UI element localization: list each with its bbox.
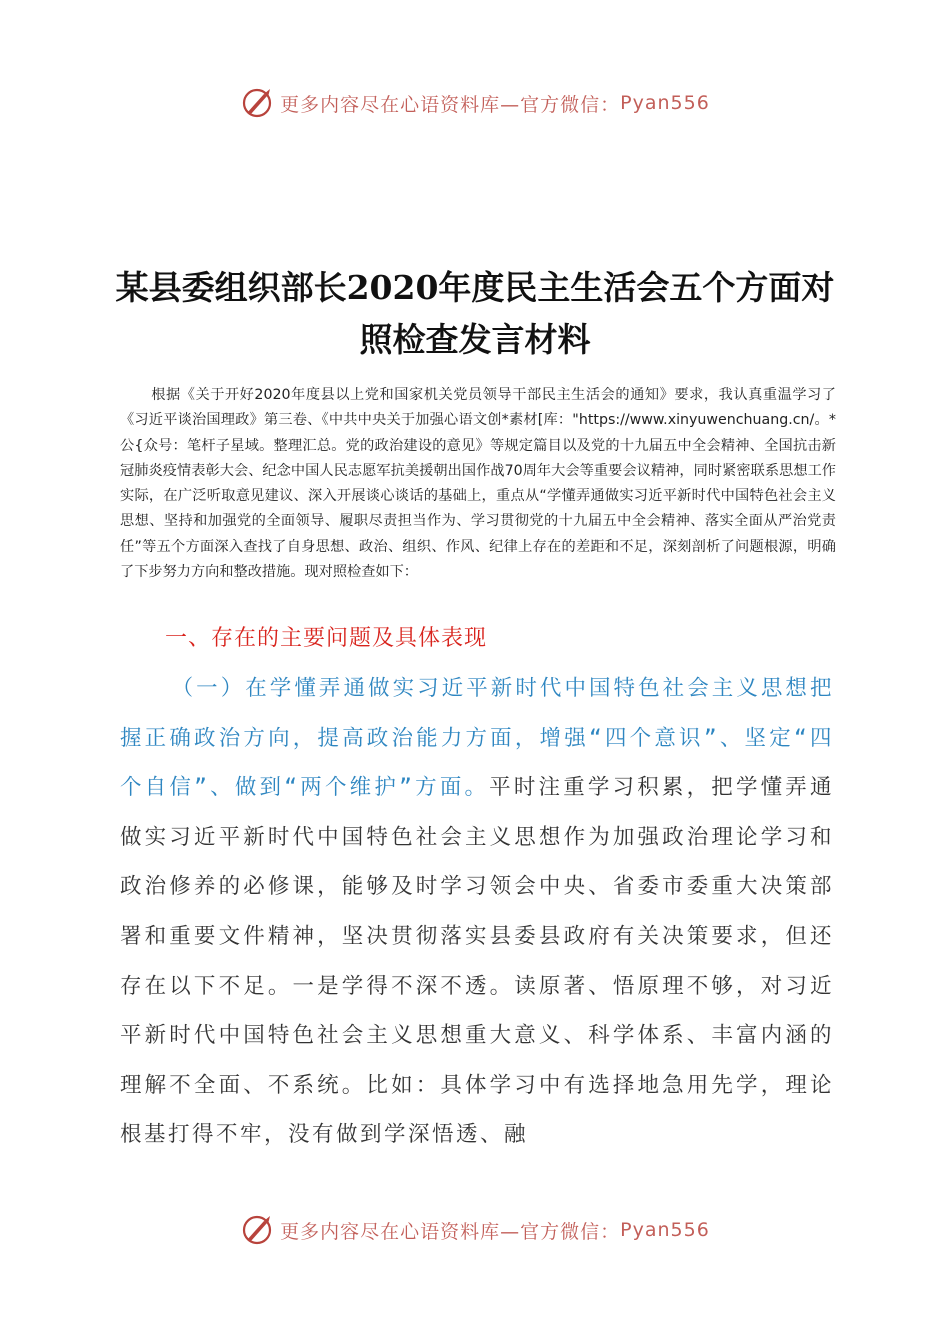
section-heading: 一、存在的主要问题及具体表现 [165,626,488,651]
intro-paragraph: 根据《关于开好2020年度县以上党和国家机关党员领导干部民主生活会的通知》要求，我认真重温学习了《习近平谈治国理政》第三卷、《中共中央关于加强心语文创*素材[库："https://www.xinyuwenchuang.cn/。*公{众号：笔杆子星域。整理汇总。党的政治建设的意见》等规定篇目以及党的十九届五中全会精神、全国抗击新冠肺炎疫情表彰大会、纪念中国人民志愿军抗美援朝出国作战70周年大会等重要会议精神，同时紧密联系思想工作实际，在广泛听取意见建议、深入开展谈心谈话的基础上，重点从“学懂弄通做实习近平新时代中国特色社会主义思想、坚持和加强党的全面领导、履职尽责担当作为、学习贯彻党的十九届五中全会精神、落实全面从严治党责任”等五个方面深入查找了自身思想、政治、组织、作风、纪律上存在的差距和不足，深刻剖析了问题根源，明确了下步努力方向和整改措施。现对照检查如下： [120,387,836,581]
watermark-handle: Pyan556 [620,1219,710,1241]
watermark-label: 更多内容尽在心语资料库—官方微信： [280,93,621,116]
body-paragraph [120,664,834,1160]
watermark-label: 更多内容尽在心语资料库—官方微信： [280,1220,621,1243]
watermark-handle: Pyan556 [620,92,710,114]
body-text: 平时注重学习积累，把学懂弄通做实习近平新时代中国特色社会主义思想作为加强政治理论学习和政治修养的必修课，能够及时学习领会中央、省委市委重大决策部署和重要文件精神，坚决贯彻落实县委县政府有关决策要求，但还存在以下不足。一是学得不深不透。读原著、悟原理不够，对习近平新时代中国特色社会主义思想重大意义、科学体系、丰富内涵的理解不全面、不系统。比如：具体学习中有选择地急用先学，理论根基打得不牢，没有做到学深悟透、融 [120,775,834,1148]
document-title: 某县委组织部长2020年度民主生活会五个方面对照检查发言材料 [115,268,835,359]
subsection-heading: （一）在学懂弄通做实习近平新时代中国特色社会主义思想把握正确政治方向，提高政治能力方面，增强“四个意识”、坚定“四个自信”、做到“两个维护”方面。 [120,676,834,801]
quill-pen-logo-icon [240,86,274,120]
watermark-header [0,86,950,120]
quill-pen-logo-icon [240,1213,274,1247]
watermark-footer [0,1213,950,1247]
